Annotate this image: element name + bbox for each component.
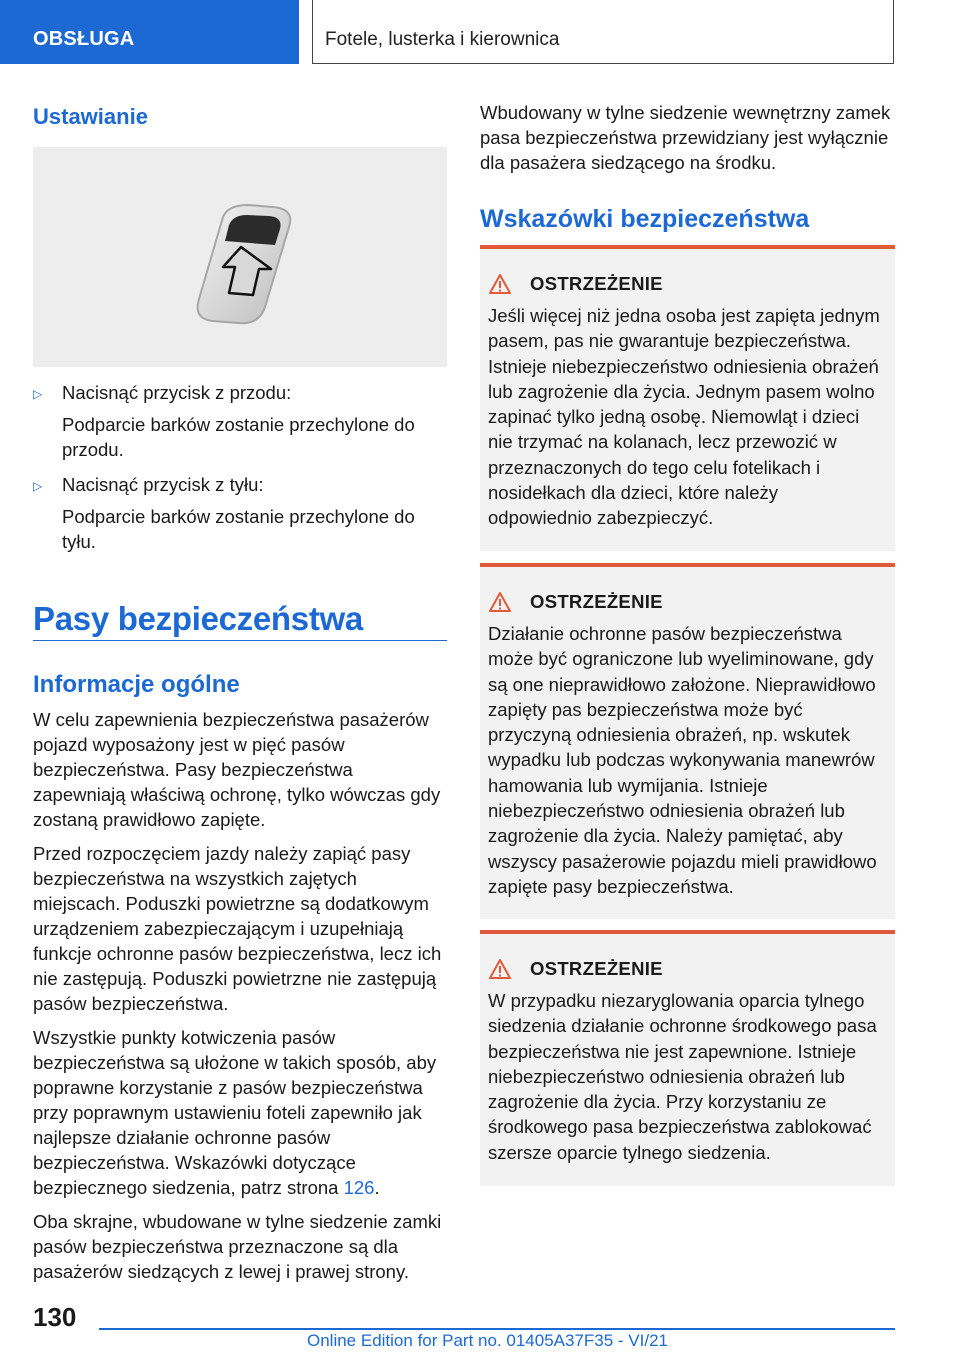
list-item-desc: Podparcie barków zostanie przechylone do tyłu.	[62, 506, 415, 552]
paragraph: Oba skrajne, wbudowane w tylne siedzenie zamki pasów bezpieczeństwa przeznaczone są dla pasażerów siedzących z lewej i prawej strony.	[33, 1211, 442, 1282]
page-number: 130	[33, 1302, 77, 1332]
warning-box	[480, 930, 895, 1186]
button-illustration	[33, 147, 447, 367]
triangle-bullet-icon: ▷	[33, 479, 43, 493]
list-item-title: Nacisnąć przycisk z tyłu:	[62, 474, 264, 495]
warning-title	[488, 591, 887, 613]
warning-title-text: OSTRZEŻENIE	[530, 273, 663, 294]
footer-rule	[99, 1328, 895, 1330]
warning-triangle-icon	[488, 591, 512, 613]
triangle-bullet-icon: ▷	[33, 387, 43, 401]
heading-ustawianie: Ustawianie	[33, 104, 148, 129]
right-heading: Wskazówki bezpieczeństwa	[480, 205, 810, 233]
warning-box	[480, 245, 895, 551]
shoulder-support-button-icon	[33, 147, 447, 367]
warning-triangle-icon	[488, 958, 512, 980]
header-section-label: OBSŁUGA	[33, 28, 135, 50]
list-item-desc: Podparcie barków zostanie przechylone do przodu.	[62, 414, 415, 460]
warning-title	[488, 273, 887, 295]
list-item-title: Nacisnąć przycisk z przodu:	[62, 382, 292, 403]
right-intro	[480, 100, 894, 184]
paragraph: Przed rozpoczęciem jazdy należy zapiąć pasy bezpieczeństwa na wszystkich zajętych miejscach. Poduszki powietrzne są dodatkowym urządzeniem zabezpieczającym i uzupełniają funkcje ochronne pasów bezpieczeństwa, lecz ich nie zastępują. Poduszki powietrzne nie zastępują pasów bezpieczeństwa.	[33, 843, 442, 1014]
section-title: Pasy bezpieczeństwa	[33, 600, 363, 637]
section-rule	[33, 640, 447, 641]
paragraph: Wbudowany w tylne siedzenie wewnętrzny zamek pasa bezpieczeństwa przewidziany jest wyłącznie dla pasażera siedzącego na środku.	[480, 102, 891, 173]
warning-text: Jeśli więcej niż jedna osoba jest zapięta jednym pasem, pas nie gwarantuje bezpieczeństwa. Istnieje niebezpieczeństwo odniesienia obrażeń lub zagrożenie dla życia. Jednym pasem wolno zapinać tylko jedną osobę. Niemowląt i dzieci nie trzymać na kolanach, lecz przewozić w przeznaczonych do tego celu fotelikach i nosidełkach dla dzieci, które należy odpowiednio zabezpieczyć.	[488, 305, 880, 529]
edition-label: Online Edition for Part no. 01405A37F35 - VI/21	[307, 1331, 669, 1350]
subsection-title: Informacje ogólne	[33, 671, 240, 698]
warning-title	[488, 958, 887, 980]
paragraph	[33, 1025, 447, 1200]
paragraph-end: .	[374, 1177, 380, 1198]
warning-box	[480, 563, 895, 919]
warning-title-text: OSTRZEŻENIE	[530, 591, 663, 612]
warning-text: Działanie ochronne pasów bezpieczeństwa może być ograniczone lub wyeliminowane, gdy są one nieprawidłowo założone. Nieprawidłowo zapięty pas bezpieczeństwa może być przyczyną odniesienia obrażeń, np. wskutek wypadku lub podczas wykonywania manewrów hamowania lub wymijania. Istnieje niebezpieczeństwo odniesienia obrażeń lub zagrożenie dla życia. Należy pamiętać, aby wszyscy pasażerowie pojazdu mieli prawidłowo zapięte pasy bezpieczeństwa.	[488, 623, 877, 897]
warning-text: W przypadku niezaryglowania oparcia tylnego siedzenia działanie ochronne środkowego pasa bezpieczeństwa nie jest zapewnione. Istnieje niebezpieczeństwo odniesienia obrażeń lub zagrożenie dla życia. Przy korzystaniu ze środkowego pasa bezpieczeństwa zablokować szersze oparcie tylnego siedzenia.	[488, 990, 877, 1163]
header-chapter-title: Fotele, lusterka i kierownica	[325, 29, 560, 50]
warning-triangle-icon	[488, 273, 512, 295]
left-body	[33, 707, 447, 1293]
page-reference-link[interactable]: 126	[343, 1177, 375, 1198]
paragraph: W celu zapewnienia bezpieczeństwa pasażerów pojazd wyposażony jest w pięć pasów bezpieczeństwa. Pasy bezpieczeństwa zapewniają właściwą ochronę, tylko wówczas gdy zostaną prawidłowo zapięte.	[33, 709, 441, 830]
paragraph-text: Wszystkie punkty kotwiczenia pasów bezpieczeństwa są ułożone w takich sposób, aby poprawne korzystanie z pasów bezpieczeństwa przy poprawnym ustawieniu foteli zapewniło jak najlepsze działanie ochronne pasów bezpieczeństwa. Wskazówki dotyczące bezpiecznego siedzenia, patrz strona	[33, 1027, 437, 1198]
header-chapter-box	[312, 0, 894, 64]
warning-title-text: OSTRZEŻENIE	[530, 958, 663, 979]
header-section-tab	[0, 0, 299, 64]
